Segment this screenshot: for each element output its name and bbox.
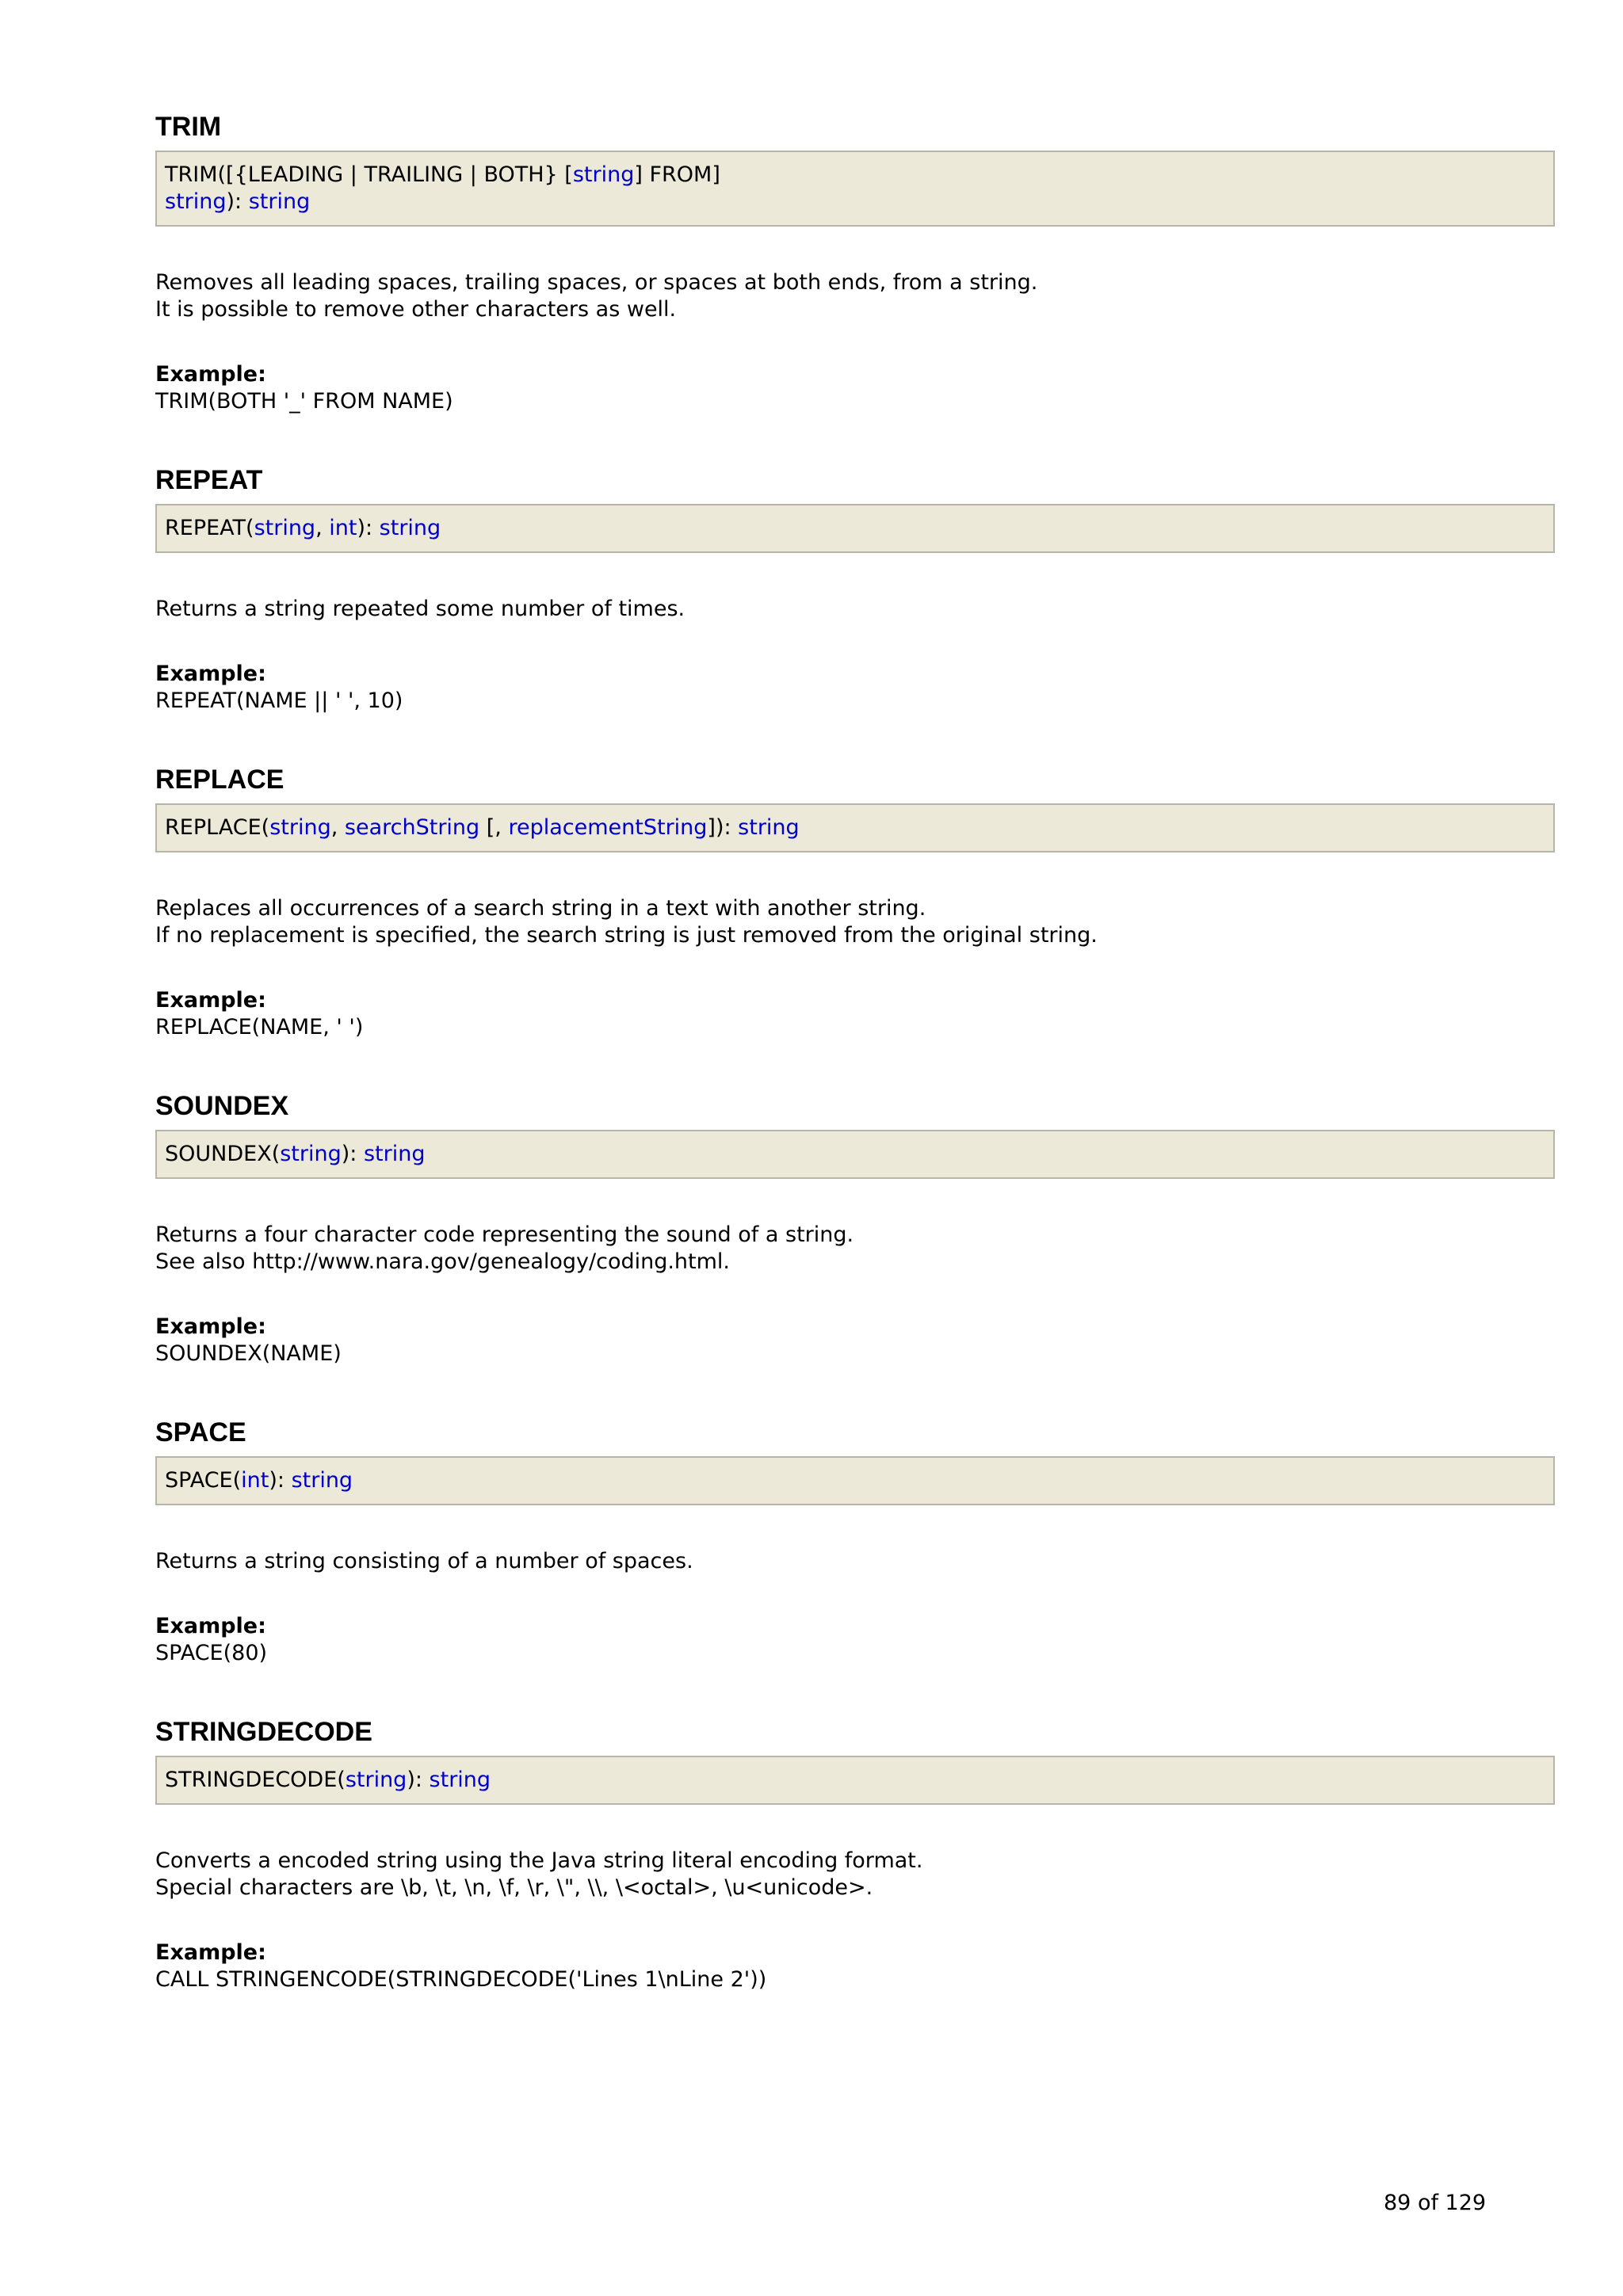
syntax-box — [155, 1456, 1555, 1505]
type-link[interactable]: string — [738, 815, 800, 840]
syntax-text: TRIM([{LEADING | TRAILING | BOTH} [ — [165, 162, 573, 187]
description — [155, 596, 1555, 623]
type-link[interactable]: replacementString — [508, 815, 708, 840]
function-title: SOUNDEX — [155, 1091, 289, 1121]
example-label: Example: — [155, 1314, 266, 1339]
syntax-text: ): — [357, 516, 380, 540]
syntax-text: [, — [479, 815, 509, 840]
description — [155, 1848, 1555, 1901]
description-line: Special characters are \b, \t, \n, \f, \r, \", \\, \<octal>, \u<unicode>. — [155, 1875, 873, 1900]
syntax-text: ]): — [707, 815, 739, 840]
example-code: SPACE(80) — [155, 1641, 268, 1665]
function-title: REPLACE — [155, 765, 285, 795]
example-label: Example: — [155, 988, 266, 1013]
syntax-text: ): — [341, 1142, 364, 1166]
function-sections — [155, 111, 1555, 1993]
type-link[interactable]: string — [254, 516, 316, 540]
syntax-text: ): — [407, 1768, 430, 1792]
syntax-text: , — [315, 516, 330, 540]
syntax-text: ): — [226, 189, 249, 214]
type-link[interactable]: int — [329, 516, 357, 540]
description — [155, 269, 1555, 323]
syntax-text: ] FROM] — [634, 162, 720, 187]
function-title: TRIM — [155, 112, 222, 142]
type-link[interactable]: int — [241, 1468, 269, 1493]
syntax-box — [155, 1756, 1555, 1805]
description-line: See also http://www.nara.gov/genealogy/coding.html. — [155, 1249, 731, 1274]
description-line: If no replacement is specified, the search string is just removed from the original string. — [155, 923, 1098, 948]
example-label: Example: — [155, 1940, 266, 1965]
syntax-box — [155, 504, 1555, 553]
type-link[interactable]: string — [363, 1142, 426, 1166]
description-line: Returns a four character code representing the sound of a string. — [155, 1222, 854, 1247]
syntax-text: REPLACE( — [165, 815, 270, 840]
example-label: Example: — [155, 662, 266, 686]
section-replace — [155, 764, 1555, 1041]
syntax-text: REPEAT( — [165, 516, 254, 540]
description-line: Replaces all occurrences of a search string in a text with another string. — [155, 896, 926, 921]
type-link[interactable]: string — [291, 1468, 353, 1493]
section-repeat — [155, 464, 1555, 715]
type-link[interactable]: string — [572, 162, 635, 187]
function-title: SPACE — [155, 1417, 246, 1447]
function-title: REPEAT — [155, 465, 263, 495]
type-link[interactable]: string — [429, 1768, 491, 1792]
syntax-text: STRINGDECODE( — [165, 1768, 346, 1792]
description-line: It is possible to remove other characters as well. — [155, 297, 677, 322]
page-number: 89 of 129 — [1384, 2191, 1487, 2215]
example-code: CALL STRINGENCODE(STRINGDECODE('Lines 1\nLine 2')) — [155, 1967, 767, 1992]
syntax-box — [155, 1130, 1555, 1179]
example-code: REPEAT(NAME || ' ', 10) — [155, 688, 403, 713]
type-link[interactable]: string — [345, 1768, 407, 1792]
type-link[interactable]: string — [248, 189, 311, 214]
type-link[interactable]: string — [269, 815, 331, 840]
syntax-text: SOUNDEX( — [165, 1142, 281, 1166]
example-code: SOUNDEX(NAME) — [155, 1341, 342, 1366]
type-link[interactable]: string — [379, 516, 441, 540]
section-stringdecode — [155, 1716, 1555, 1993]
syntax-text: SPACE( — [165, 1468, 242, 1493]
function-title: STRINGDECODE — [155, 1717, 372, 1747]
description — [155, 1548, 1555, 1575]
example-label: Example: — [155, 362, 266, 387]
syntax-box — [155, 803, 1555, 852]
section-space — [155, 1417, 1555, 1667]
syntax-box — [155, 151, 1555, 227]
description-line: Returns a string repeated some number of times. — [155, 597, 685, 621]
syntax-text: ): — [269, 1468, 292, 1493]
syntax-text: , — [330, 815, 345, 840]
example-code: REPLACE(NAME, ' ') — [155, 1015, 364, 1039]
section-trim — [155, 111, 1555, 415]
description-line: Removes all leading spaces, trailing spaces, or spaces at both ends, from a string. — [155, 270, 1038, 295]
description — [155, 895, 1555, 949]
description-line: Returns a string consisting of a number of spaces. — [155, 1549, 693, 1573]
example-code: TRIM(BOTH '_' FROM NAME) — [155, 389, 453, 414]
description-line: Converts a encoded string using the Java string literal encoding format. — [155, 1848, 923, 1873]
example-label: Example: — [155, 1614, 266, 1638]
type-link[interactable]: string — [280, 1142, 342, 1166]
document-page — [155, 111, 1555, 2042]
type-link[interactable]: string — [165, 189, 227, 214]
type-link[interactable]: searchString — [344, 815, 480, 840]
description — [155, 1222, 1555, 1276]
section-soundex — [155, 1090, 1555, 1367]
